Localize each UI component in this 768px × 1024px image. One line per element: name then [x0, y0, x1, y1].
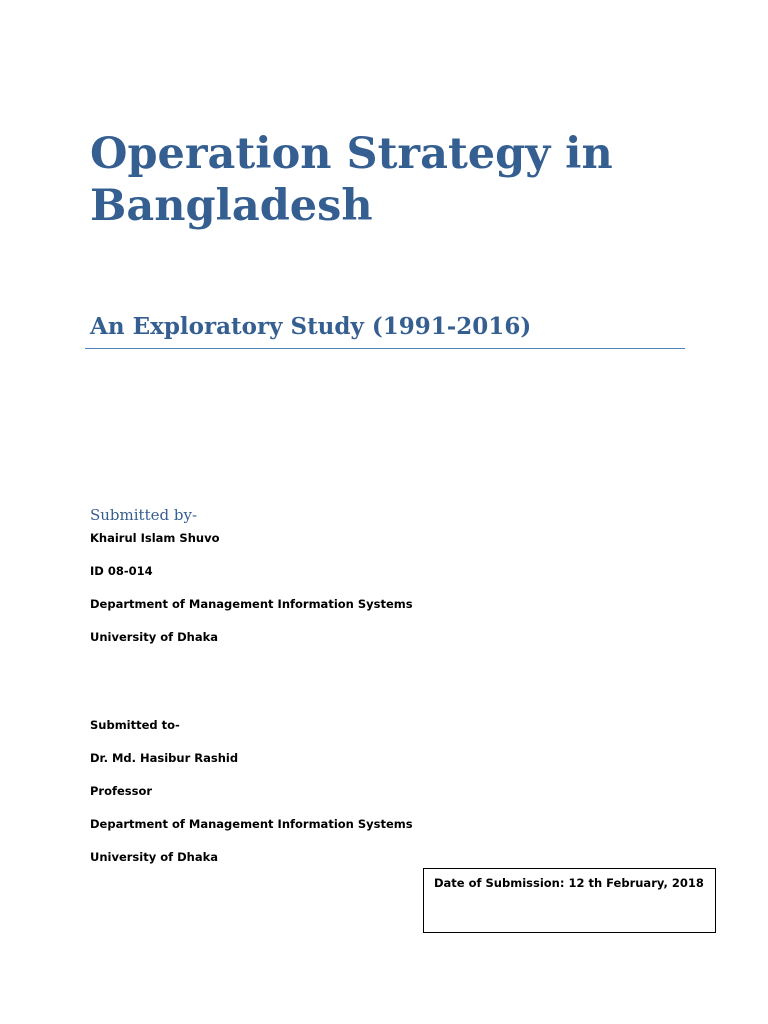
- submitter-id: ID 08-014: [90, 564, 153, 578]
- submitted-to-heading: Submitted to-: [90, 718, 180, 732]
- recipient-department: Department of Management Information Systems: [90, 817, 413, 831]
- document-title: Operation Strategy in Bangladesh: [90, 129, 613, 231]
- submitter-name: Khairul Islam Shuvo: [90, 531, 220, 545]
- subtitle-divider: [85, 348, 685, 349]
- submitter-department: Department of Management Information Systems: [90, 597, 413, 611]
- recipient-position: Professor: [90, 784, 153, 798]
- recipient-name: Dr. Md. Hasibur Rashid: [90, 751, 239, 765]
- submission-date: Date of Submission: 12 th February, 2018: [434, 876, 704, 890]
- document-subtitle: An Exploratory Study (1991-2016): [90, 313, 532, 340]
- recipient-university: University of Dhaka: [90, 850, 219, 864]
- submission-date-box: [423, 868, 716, 933]
- submitted-by-heading: Submitted by-: [90, 506, 198, 524]
- submitter-university: University of Dhaka: [90, 630, 219, 644]
